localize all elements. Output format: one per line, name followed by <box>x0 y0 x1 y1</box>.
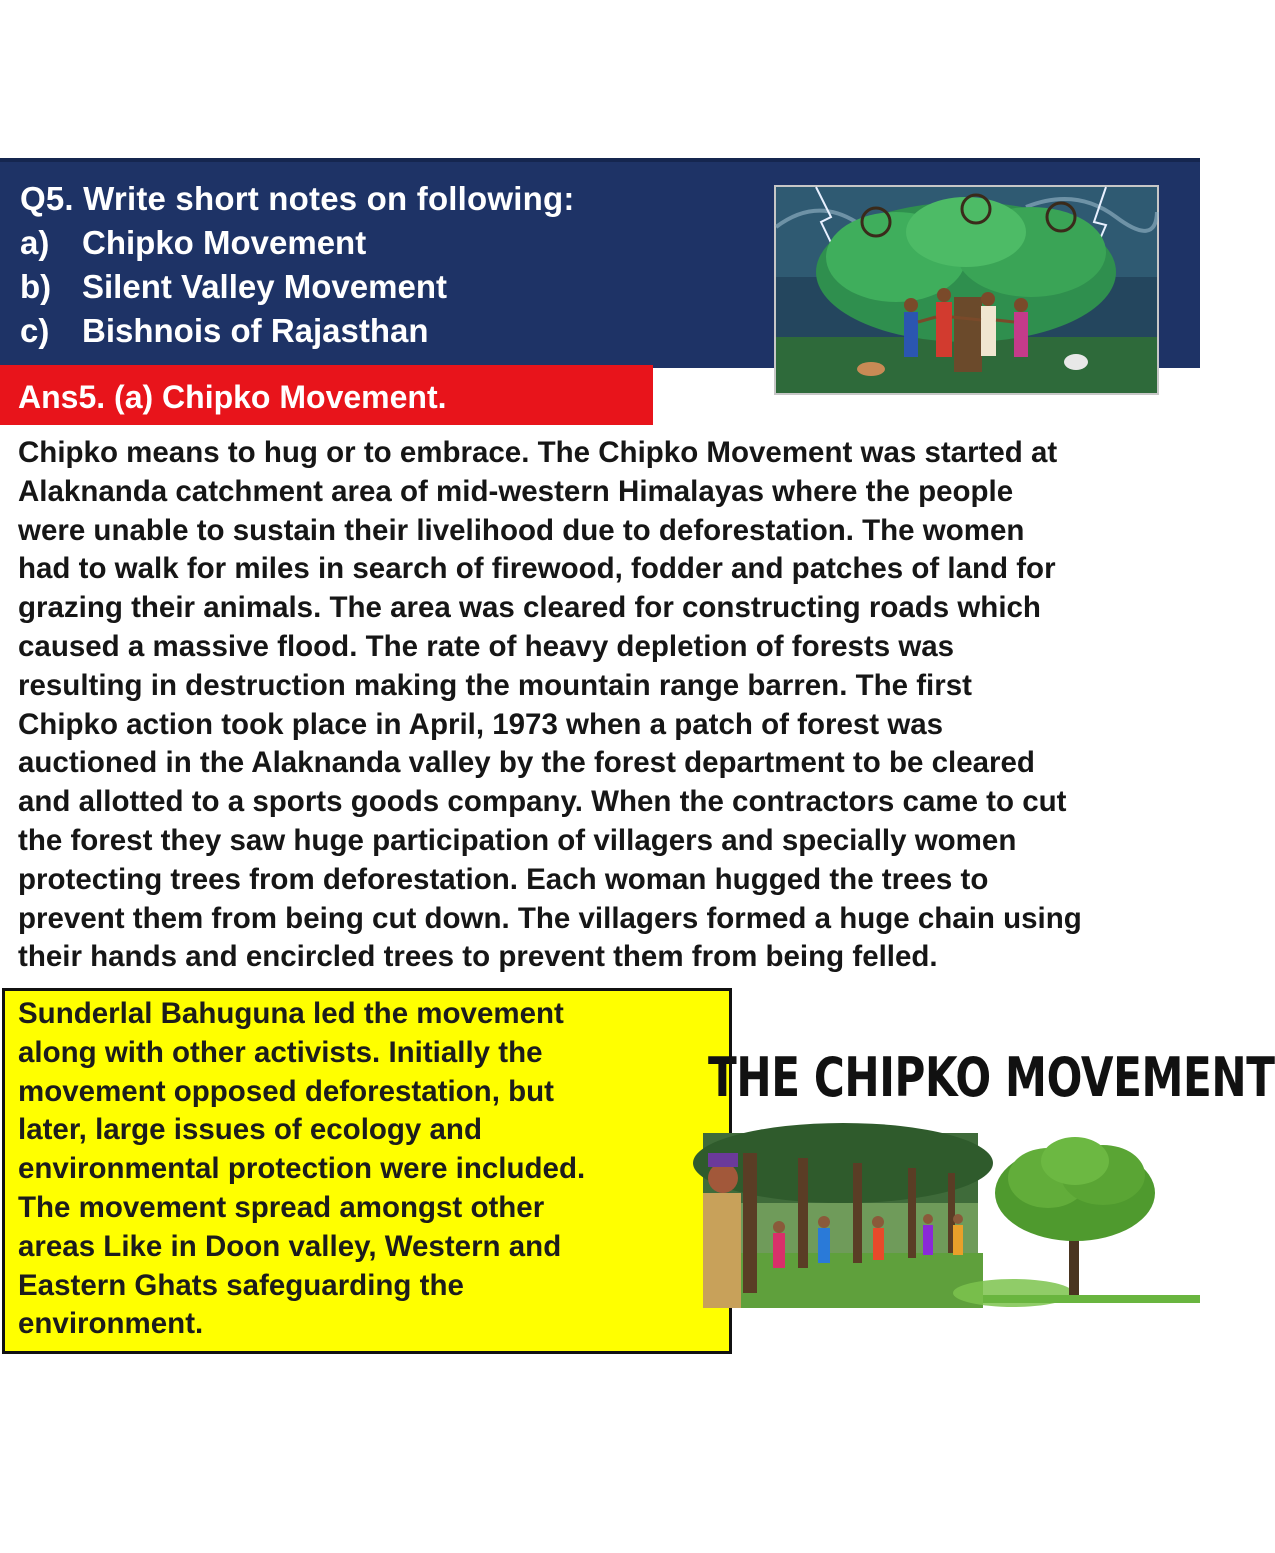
poster-title: THE CHIPKO MOVEMENT <box>708 1046 1275 1109</box>
paragraph-line: caused a massive flood. The rate of heavy depletion of forests was <box>18 629 955 663</box>
paragraph-line: Alaknanda catchment area of mid-western Himalayas where the people <box>18 474 1014 508</box>
highlight-line: Eastern Ghats safeguarding the <box>18 1268 464 1302</box>
highlight-line: areas Like in Doon valley, Western and <box>18 1229 562 1263</box>
chipko-illustration <box>774 185 1159 395</box>
question-title: Q5. Write short notes on following: <box>20 180 575 217</box>
question-item-label: a) <box>20 224 50 261</box>
chipko-photo <box>703 1133 1200 1308</box>
highlight-line: The movement spread amongst other <box>18 1190 545 1224</box>
paragraph-line: had to walk for miles in search of firewood, fodder and patches of land for <box>18 552 1056 586</box>
answer-heading: Ans5. (a) Chipko Movement. <box>18 379 447 415</box>
paragraph-line: protecting trees from deforestation. Each woman hugged the trees to <box>18 862 989 896</box>
answer-paragraph <box>18 434 1193 977</box>
question-item-label: c) <box>20 312 50 349</box>
question-item-c <box>20 312 429 350</box>
paragraph-line: were unable to sustain their livelihood due to deforestation. The women <box>18 513 1025 547</box>
highlight-line: later, large issues of ecology and <box>18 1113 482 1147</box>
tree-hug-illustration-image <box>776 187 1157 393</box>
highlight-line: along with other activists. Initially the <box>18 1035 543 1069</box>
paragraph-line: Chipko means to hug or to embrace. The Chipko Movement was started at <box>18 436 1058 469</box>
question-item-text: Bishnois of Rajasthan <box>82 312 429 349</box>
highlight-line: environment. <box>18 1307 204 1341</box>
paragraph-line: and allotted to a sports goods company. When the contractors came to cut <box>18 785 1067 819</box>
question-item-b <box>20 268 447 306</box>
question-item-text: Silent Valley Movement <box>82 268 447 305</box>
question-item-label: b) <box>20 268 52 305</box>
paragraph-line: Chipko action took place in April, 1973 when a patch of forest was <box>18 707 944 741</box>
question-item-text: Chipko Movement <box>82 224 367 261</box>
highlight-paragraph <box>18 995 718 1344</box>
forest-photo-image <box>703 1133 1200 1308</box>
paragraph-line: auctioned in the Alaknanda valley by the forest department to be cleared <box>18 746 1035 780</box>
paragraph-line: resulting in destruction making the mountain range barren. The first <box>18 668 972 702</box>
highlight-line: movement opposed deforestation, but <box>18 1074 554 1108</box>
paragraph-line: the forest they saw huge participation of villagers and specially women <box>18 823 1017 857</box>
paragraph-line: grazing their animals. The area was cleared for constructing roads which <box>18 591 1041 625</box>
paragraph-line: prevent them from being cut down. The villagers formed a huge chain using <box>18 901 1082 935</box>
highlight-line: environmental protection were included. <box>18 1152 586 1186</box>
highlight-line: Sunderlal Bahuguna led the movement <box>18 997 564 1030</box>
paragraph-line: their hands and encircled trees to prevent them from being felled. <box>18 940 938 974</box>
question-item-a <box>20 224 366 262</box>
